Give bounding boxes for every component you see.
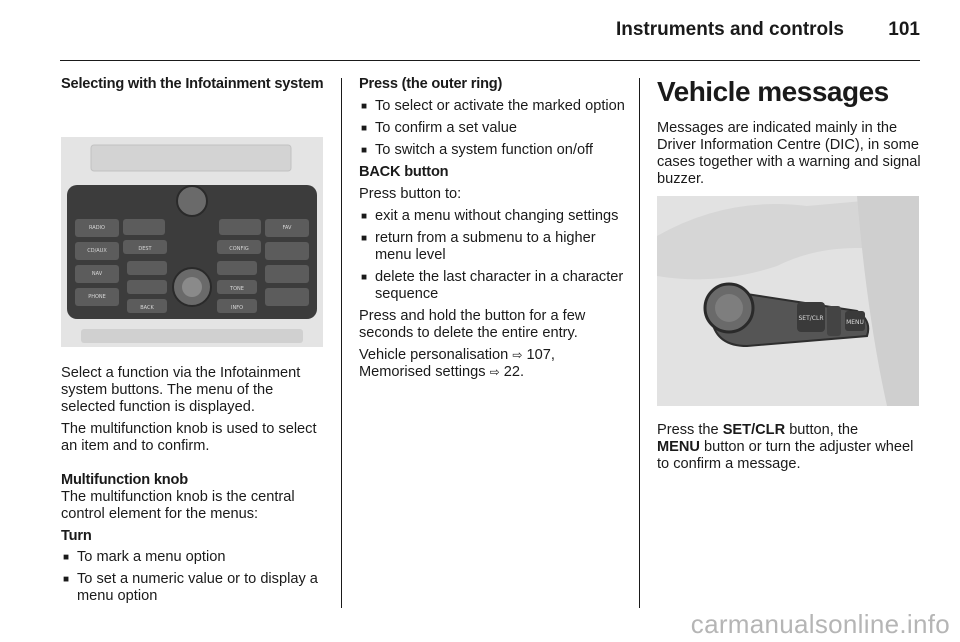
watermark: carmanualsonline.info bbox=[690, 609, 950, 639]
label-tone: TONE bbox=[230, 286, 244, 292]
list-item: ■ To set a numeric value or to display a menu option bbox=[61, 571, 327, 605]
column-3 bbox=[657, 76, 925, 478]
steering-stalk-figure bbox=[657, 196, 919, 406]
ref-vehicle-personalisation[interactable]: Vehicle personalisation bbox=[359, 347, 509, 363]
volume-knob bbox=[177, 186, 207, 216]
label-radio: RADIO bbox=[89, 225, 105, 231]
ref-memorised-settings[interactable]: Memorised settings bbox=[359, 364, 486, 380]
label-set-clr: SET/CLR bbox=[798, 315, 824, 322]
infotainment-panel-figure bbox=[61, 137, 323, 347]
list-item: ■ return from a submenu to a higher menu level bbox=[359, 230, 627, 264]
list-item: ■ delete the last character in a character sequence bbox=[359, 269, 627, 303]
column-2 bbox=[359, 76, 627, 386]
page-header bbox=[60, 0, 920, 61]
label-phone: PHONE bbox=[88, 294, 106, 300]
paragraph-knob-used: The multifunction knob is used to select an item and to confirm. bbox=[61, 421, 317, 454]
label-menu: MENU bbox=[846, 319, 864, 326]
ref-page-22[interactable]: 22. bbox=[503, 364, 525, 380]
label-fav: FAV bbox=[282, 225, 292, 231]
press-list bbox=[359, 98, 627, 159]
column-divider-1 bbox=[341, 78, 342, 608]
subheading-turn: Turn bbox=[61, 528, 92, 544]
label-config: CONFIG bbox=[229, 246, 249, 252]
paragraph-press-button-to: Press button to: bbox=[359, 186, 462, 202]
section-heading-infotainment: Selecting with the Infotainment system bbox=[61, 76, 324, 92]
label-back: BACK bbox=[140, 305, 154, 311]
knob-centre bbox=[182, 277, 202, 297]
list-item: ■ To select or activate the marked option bbox=[359, 98, 627, 115]
paragraph-press-and-hold: Press and hold the button for a few seconds to delete the entire entry. bbox=[359, 308, 586, 341]
paragraph-select-function: Select a function via the Infotainment system buttons. The menu of the selected function is displayed. bbox=[61, 365, 301, 415]
cross-references bbox=[359, 347, 627, 381]
ref-page-107[interactable]: 107, bbox=[526, 347, 555, 363]
subheading-back-button: BACK button bbox=[359, 164, 449, 180]
arrow-right-icon: ⇨ bbox=[489, 365, 500, 379]
section-title-vehicle-messages: Vehicle messages bbox=[657, 76, 889, 107]
column-1 bbox=[61, 76, 327, 610]
paragraph-knob-central: The multifunction knob is the central control element for the menus: bbox=[61, 489, 295, 522]
label-cd-aux: CD/AUX bbox=[87, 248, 107, 254]
label-nav: NAV bbox=[91, 271, 103, 277]
header-title: Instruments and controls bbox=[615, 19, 844, 40]
back-list bbox=[359, 208, 627, 303]
paragraph-messages-indicated: Messages are indicated mainly in the Driver Information Centre (DIC), in some cases together with a warning and signal buzzer. bbox=[657, 120, 921, 187]
list-item: ■ exit a menu without changing settings bbox=[359, 208, 627, 225]
list-item: ■ To switch a system function on/off bbox=[359, 142, 627, 159]
turn-list bbox=[61, 549, 327, 605]
list-item: ■ To confirm a set value bbox=[359, 120, 627, 137]
paragraph-press-set-clr: Press the SET/CLR button, the MENU button or turn the adjuster wheel to confirm a message. bbox=[657, 422, 914, 472]
subheading-press: Press (the outer ring) bbox=[359, 76, 503, 92]
column-divider-2 bbox=[639, 78, 640, 608]
label-dest: DEST bbox=[138, 246, 152, 252]
page-number: 101 bbox=[888, 19, 920, 40]
label-info: INFO bbox=[230, 305, 244, 311]
list-item: ■ To mark a menu option bbox=[61, 549, 327, 566]
arrow-right-icon: ⇨ bbox=[512, 348, 523, 362]
section-heading-multifunction-knob: Multifunction knob bbox=[61, 472, 188, 488]
